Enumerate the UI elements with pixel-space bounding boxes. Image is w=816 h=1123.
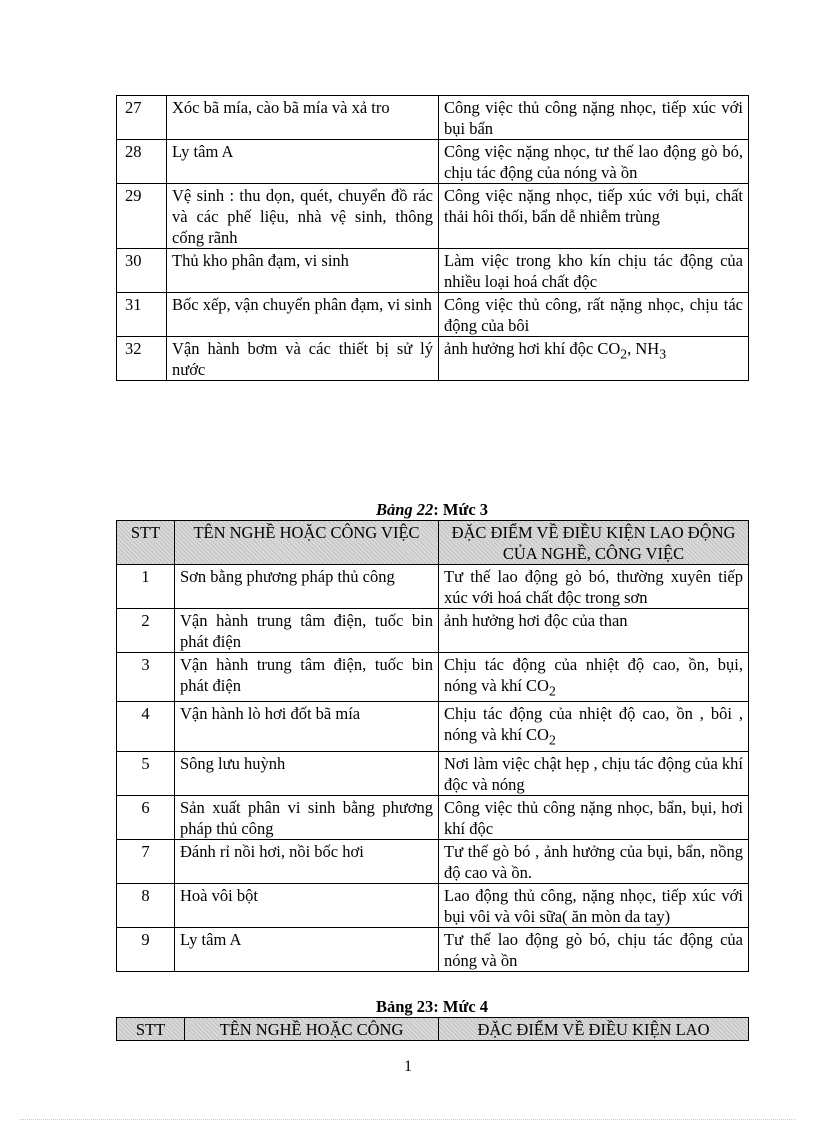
job-conditions: Công việc thủ công, rất nặng nhọc, chịu tác động của bôi [439,293,749,337]
table-caption-22 [116,500,748,520]
job-name: Vận hành trung tâm điện, tuốc bin phát điện [175,653,439,702]
job-conditions: ảnh hưởng hơi độc của than [439,609,749,653]
job-name: Bốc xếp, vận chuyển phân đạm, vi sinh [167,293,439,337]
subscript: 2 [548,683,556,699]
table-row [117,927,749,971]
job-conditions: Tư thế lao động gò bó, chịu tác động của nóng và ồn [439,927,749,971]
row-number: 31 [117,293,167,337]
header-conditions: ĐẶC ĐIỂM VỀ ĐIỀU KIỆN LAO [439,1018,749,1041]
page-bottom-divider [20,1119,796,1120]
header-job-name: TÊN NGHỀ HOẶC CÔNG VIỆC [175,521,439,565]
table-row [117,184,749,249]
table-row [117,839,749,883]
job-name: Sông lưu huỳnh [175,751,439,795]
job-name: Sơn bằng phương pháp thủ công [175,565,439,609]
row-number: 28 [117,140,167,184]
job-conditions: Công việc nặng nhọc, tư thế lao động gò bó, chịu tác động của nóng và ồn [439,140,749,184]
row-number: 27 [117,96,167,140]
table-muc-3 [116,520,749,972]
job-conditions: Công việc nặng nhọc, tiếp xúc với bụi, chất thải hôi thối, bẩn dễ nhiễm trùng [439,184,749,249]
row-number: 5 [117,751,175,795]
desc-text: , NH [627,339,660,358]
header-conditions: ĐẶC ĐIỂM VỀ ĐIỀU KIỆN LAO ĐỘNG CỦA NGHỀ, CÔNG VIỆC [439,521,749,565]
table-caption-23: Bảng 23: Mức 4 [375,997,489,1016]
row-number: 30 [117,249,167,293]
desc-text: Chịu tác động của nhiệt độ cao, ồn, bụi, nóng và khí CO [444,655,743,695]
subscript: 2 [548,732,556,748]
table-row [117,653,749,702]
table-row [117,140,749,184]
row-number: 1 [117,565,175,609]
job-conditions: Công việc thủ công nặng nhọc, tiếp xúc với bụi bẩn [439,96,749,140]
job-conditions: Tư thế gò bó , ảnh hưởng của bụi, bẩn, nồng độ cao và ồn. [439,839,749,883]
table-row [117,565,749,609]
job-conditions: Làm việc trong kho kín chịu tác động của nhiều loại hoá chất độc [439,249,749,293]
table-header-row [117,521,749,565]
row-number: 29 [117,184,167,249]
job-name: Vận hành trung tâm điện, tuốc bin phát điện [175,609,439,653]
header-stt: STT [117,521,175,565]
job-name: Xóc bã mía, cào bã mía và xả tro [167,96,439,140]
table-muc-4 [116,1017,749,1041]
row-number: 2 [117,609,175,653]
desc-text: ảnh hưởng hơi khí độc CO [444,339,621,358]
subscript: 3 [659,346,667,362]
table-row [117,751,749,795]
row-number: 3 [117,653,175,702]
header-job-name: TÊN NGHỀ HOẶC CÔNG [185,1018,439,1041]
job-name: Vận hành lò hơi đốt bã mía [175,702,439,751]
job-conditions: Công việc thủ công nặng nhọc, bẩn, bụi, hơi khí độc [439,795,749,839]
table-row [117,795,749,839]
job-name: Sản xuất phân vi sinh bằng phương pháp thủ công [175,795,439,839]
desc-text: Chịu tác động của nhiệt độ cao, ồn , bôi , nóng và khí CO [444,704,743,745]
job-conditions [439,653,749,702]
table-row [117,249,749,293]
job-conditions: Tư thế lao động gò bó, thường xuyên tiếp xúc với hoá chất độc trong sơn [439,565,749,609]
job-conditions [439,337,749,381]
job-name: Ly tâm A [175,927,439,971]
row-number: 8 [117,883,175,927]
table-row [117,96,749,140]
row-number: 7 [117,839,175,883]
table-row [117,702,749,751]
row-number: 4 [117,702,175,751]
row-number: 6 [117,795,175,839]
caption-level: : Mức 3 [433,500,489,519]
job-name: Đánh rỉ nồi hơi, nồi bốc hơi [175,839,439,883]
job-conditions: Nơi làm việc chật hẹp , chịu tác động của khí độc và nóng [439,751,749,795]
subscript: 2 [620,346,628,362]
page-number: 1 [404,1058,412,1075]
job-name: Hoà vôi bột [175,883,439,927]
job-name: Thủ kho phân đạm, vi sinh [167,249,439,293]
job-name: Vận hành bơm và các thiết bị sử lý nước [167,337,439,381]
job-conditions [439,702,749,751]
table-muc-2-continued [116,95,749,381]
row-number: 9 [117,927,175,971]
job-name: Vệ sinh : thu dọn, quét, chuyển đồ rác và các phế liệu, nhà vệ sinh, thông cống rãnh [167,184,439,249]
header-stt: STT [117,1018,185,1041]
table-row [117,883,749,927]
table-row [117,609,749,653]
row-number: 32 [117,337,167,381]
table-row [117,293,749,337]
table-header-row [117,1018,749,1041]
table-row [117,337,749,381]
job-name: Ly tâm A [167,140,439,184]
job-conditions: Lao động thủ công, nặng nhọc, tiếp xúc với bụi vôi và vôi sữa( ăn mòn da tay) [439,883,749,927]
caption-label: Bảng 22 [375,500,434,519]
